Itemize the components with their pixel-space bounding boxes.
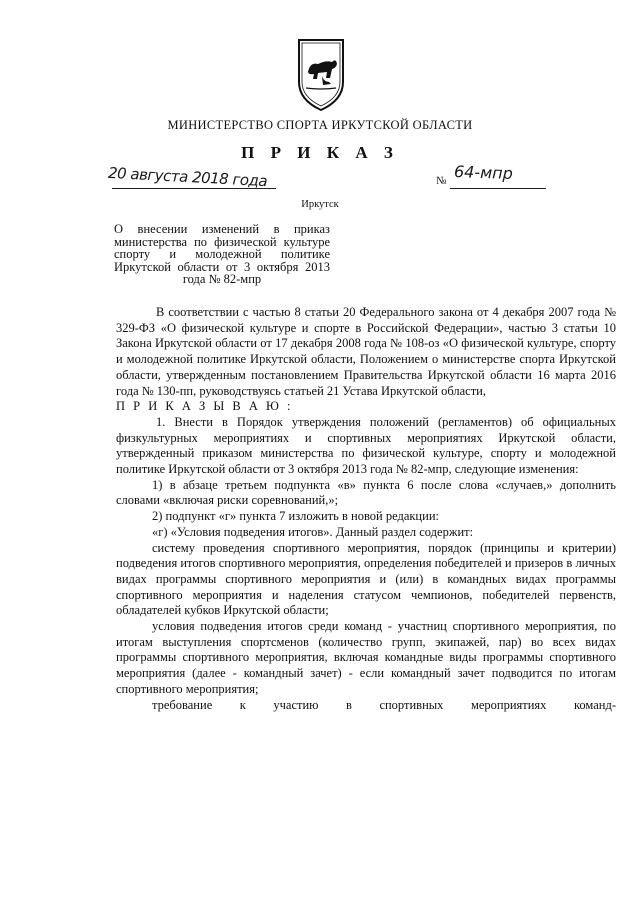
handwritten-number: 64-мпр [453,161,514,184]
order-subject [114,223,330,286]
prikazyvayu-heading: П Р И К А З Ы В А Ю : [116,399,293,414]
subitem-2: 2) подпункт «г» пункта 7 изложить в новой редакции: [152,509,439,524]
document-title: П Р И К А З [241,143,399,162]
paragraph-team-results: условия подведения итогов среди команд - участниц спортивного мероприятия, по итогам выступления спортсменов (количество групп, экипажей, пар) во всех видах программы спортивного мероприятия, включая командные виды программы спортивного мероприятия (далее - командный зачет) - если командный зачет подводится по итогам спортивного мероприятия; [116,619,616,696]
date-underline [112,188,276,189]
number-underline [450,188,546,189]
handwritten-date: 20 августа 2018 года [107,163,268,191]
number-label: № [436,175,447,187]
paragraph-requirement: требование к участию в спортивных мероприятиях команд- [152,697,616,712]
paragraph-system: систему проведения спортивного мероприятия, порядок (принципы и критерии) подведения итогов спортивного мероприятия, определения победителей и призеров в личных видах программы спортивного мероприятия и (или) в командных видах программы спортивного мероприятия и наделения статусом чемпионов, победителей первенств, обладателей кубков Иркутской области; [116,540,616,618]
subitem-g-heading: «г) «Условия подведения итогов». Данный раздел содержит: [152,524,474,539]
ministry-name: МИНИСТЕРСТВО СПОРТА ИРКУТСКОЙ ОБЛАСТИ [167,118,473,132]
order-body [116,305,616,713]
item-1: 1. Внести в Порядок утверждения положений (регламентов) об официальных физкультурных мероприятиях и спортивных мероприятиях Иркутской области, утвержденный приказом министерства по физической культуре, спорту и молодежной политике Иркутской области от 3 октября 2013 года № 82-мпр, следующие изменения: [116,414,616,477]
subject-text: О внесении изменений в приказ министерства по физической культуре спорту и молодежной политике Иркутской области от 3 октября 2013 года № 82-мпр [114,222,330,287]
city-name: Иркутск [301,199,339,210]
coat-of-arms-emblem [296,38,346,112]
subitem-1: 1) в абзаце третьем подпункта «в» пункта 6 после слова «случаев,» дополнить словами «включая риски соревнований,»; [116,477,616,508]
preamble: В соответствии с частью 8 статьи 20 Федерального закона от 4 декабря 2007 года № 329-ФЗ «О физической культуре и спорте в Российской Федерации», частью 3 статьи 10 Закона Иркутской области от 17 декабря 2008 года № 108-оз «О физической культуре, спорту и молодежной политике Иркутской области, Положением о министерстве спорта Иркутской области, утвержденным постановлением Правительства Иркутской области 16 марта 2016 года № 130-пп, руководствуясь статьей 21 Устава Иркутской области, [116,305,616,398]
